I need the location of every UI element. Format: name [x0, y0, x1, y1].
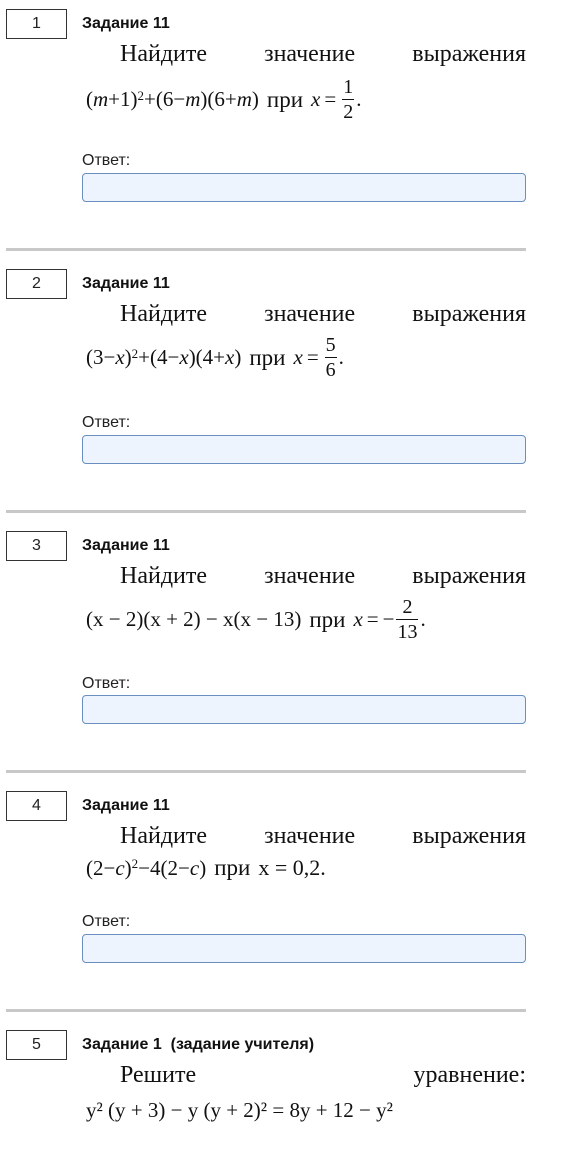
formula-part: ) — [124, 345, 132, 369]
formula-part: ) — [234, 345, 242, 369]
answer-label: Ответ: — [82, 675, 131, 692]
formula-part: +(4− — [138, 345, 180, 369]
fraction — [342, 77, 354, 122]
formula-word: при — [214, 855, 251, 880]
formula-var: x — [179, 345, 189, 369]
formula-var: x — [353, 607, 363, 631]
word: выражения — [412, 563, 526, 589]
formula-var: m — [236, 87, 252, 111]
formula-part: ) — [251, 87, 259, 111]
task-text-line — [120, 563, 526, 590]
task-number-box: 1 — [6, 9, 67, 39]
answer-input[interactable] — [82, 695, 526, 724]
word: Найдите — [120, 301, 208, 327]
task-formula — [86, 597, 426, 642]
formula-word: при — [266, 86, 304, 112]
formula-var: x — [225, 345, 235, 369]
task-text-line — [120, 301, 526, 328]
formula-var: m — [93, 87, 109, 111]
formula-var: x — [115, 345, 125, 369]
word: Найдите — [120, 563, 208, 589]
answer-label: Ответ: — [82, 152, 131, 169]
formula-tail: . — [356, 87, 362, 111]
task-title: Задание 11 — [82, 275, 170, 292]
answer-input[interactable] — [82, 934, 526, 963]
fraction-denominator: 2 — [343, 101, 354, 123]
formula-part: ) — [124, 855, 132, 880]
equation-text: y² (y + 3) − y (y + 2)² = 8y + 12 − y² — [86, 1098, 393, 1122]
formula-var: c — [115, 855, 125, 880]
fraction-numerator: 5 — [325, 334, 336, 356]
formula-part: )(6+ — [200, 87, 237, 111]
answer-label: Ответ: — [82, 414, 131, 431]
word: Найдите — [120, 823, 208, 849]
task-title: Задание 11 — [82, 15, 170, 32]
formula-eq: = — [306, 345, 319, 369]
formula-tail: . — [338, 345, 344, 369]
formula-expression: (x − 2)(x + 2) − x(x − 13) — [86, 607, 302, 631]
task-number-box: 4 — [6, 791, 67, 821]
task-formula — [86, 855, 326, 881]
formula-part: +(6− — [144, 87, 186, 111]
task-number-box: 5 — [6, 1030, 67, 1060]
word: значение — [264, 823, 356, 849]
formula-exponent: 2 — [137, 87, 145, 103]
task-title: Задание 11 — [82, 797, 170, 814]
task-formula — [86, 335, 344, 380]
divider — [6, 1009, 526, 1012]
formula-tail: . — [420, 607, 426, 631]
divider — [6, 510, 526, 513]
fraction — [396, 597, 418, 642]
formula-var: c — [189, 855, 200, 880]
formula-part: ) — [199, 855, 207, 880]
divider — [6, 770, 526, 773]
formula-word: при — [249, 344, 286, 370]
task-formula — [86, 77, 361, 122]
formula-part: (3− — [86, 345, 116, 369]
task-number-box: 2 — [6, 269, 67, 299]
task-text-line — [120, 41, 526, 68]
formula-var: m — [185, 87, 201, 111]
formula-part: )(4+ — [188, 345, 226, 369]
word: выражения — [412, 823, 526, 849]
formula-exponent: 2 — [131, 856, 139, 871]
formula-part: (2− — [86, 855, 116, 880]
answer-label: Ответ: — [82, 913, 131, 930]
formula-part: −4(2− — [138, 855, 190, 880]
formula-var: x — [293, 345, 303, 369]
word: выражения — [412, 301, 526, 327]
word: Найдите — [120, 41, 208, 67]
task-number-box: 3 — [6, 531, 67, 561]
formula-tail: x = 0,2. — [258, 855, 326, 880]
formula-eq: = — [324, 87, 337, 111]
formula-part: +1) — [108, 87, 138, 111]
fraction-denominator: 13 — [397, 621, 418, 643]
answer-input[interactable] — [82, 435, 526, 464]
word: значение — [264, 563, 356, 589]
answer-input[interactable] — [82, 173, 526, 202]
task-title: Задание 1 (задание учителя) — [82, 1036, 315, 1053]
formula-part: ( — [86, 87, 93, 111]
formula-exponent: 2 — [131, 345, 139, 361]
fraction — [325, 335, 337, 380]
task-title: Задание 11 — [82, 537, 170, 554]
formula-eq: = — [366, 607, 379, 631]
word: выражения — [412, 41, 526, 67]
word: уравнение: — [413, 1062, 526, 1088]
formula-sign: − — [382, 607, 395, 631]
fraction-denominator: 6 — [325, 359, 336, 381]
task-equation — [86, 1098, 393, 1123]
formula-var: x — [311, 87, 321, 111]
divider — [6, 248, 526, 251]
fraction-numerator: 1 — [343, 76, 354, 98]
task-text-line — [120, 823, 526, 850]
word: значение — [264, 41, 356, 67]
word: Решите — [120, 1062, 197, 1088]
task-text-line — [120, 1062, 526, 1089]
formula-word: при — [309, 606, 346, 632]
fraction-numerator: 2 — [402, 596, 413, 618]
word: значение — [264, 301, 356, 327]
